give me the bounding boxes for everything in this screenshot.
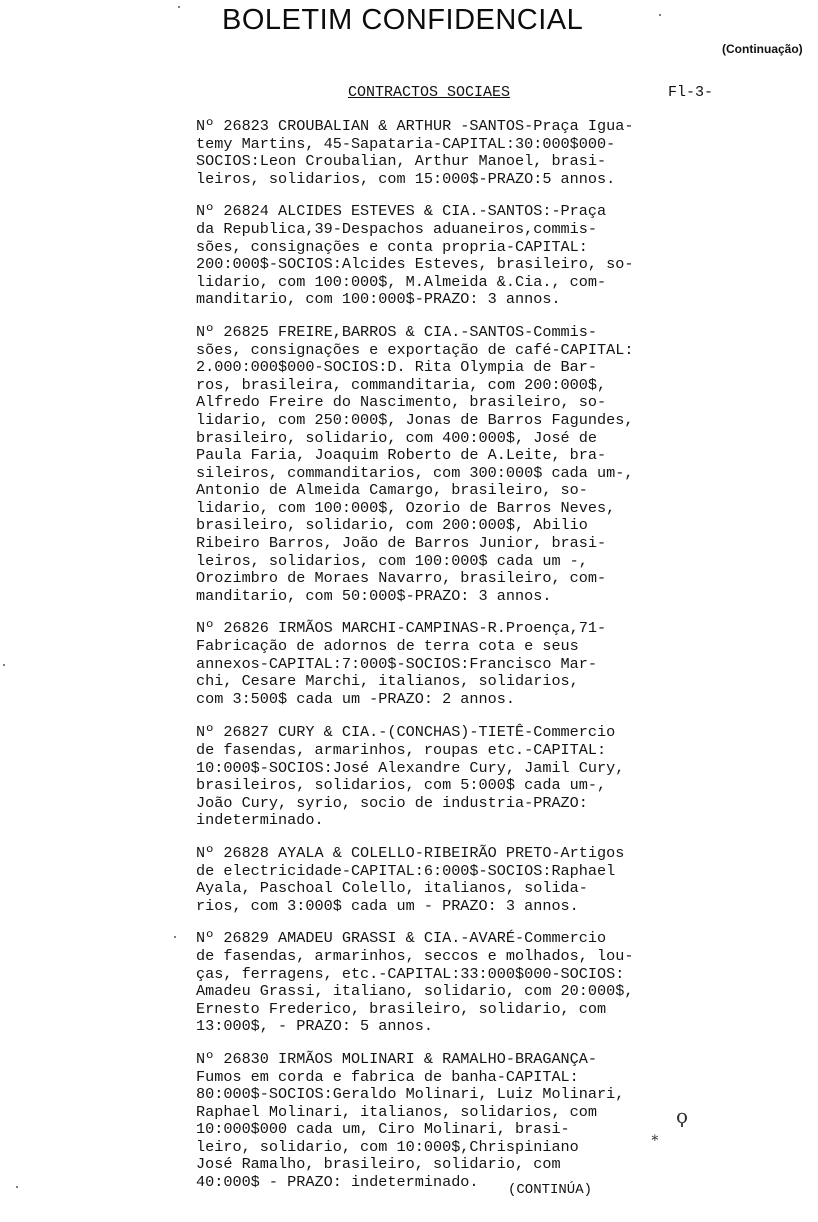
entry-text-line: indeterminado. — [196, 811, 324, 830]
continues-note: (CONTINÚA) — [508, 1182, 593, 1198]
contract-entry — [196, 845, 696, 915]
contract-entry — [196, 1051, 696, 1192]
scan-speck — [16, 1186, 18, 1188]
bulletin-title: BOLETIM CONFIDENCIAL — [222, 4, 584, 36]
entry-text-line: Fumos em corda e fabrica de banha-CAPITAL: — [196, 1067, 579, 1086]
entry-text-line: lidario, com 100:000$, M.Almeida &.Cia., com- — [196, 272, 607, 291]
entry-text-line: temy Martins, 45-Sapataria-CAPITAL:30:000$000- — [196, 134, 616, 153]
entry-text-line: Nº 26824 ALCIDES ESTEVES & CIA.-SANTOS:-Praça — [196, 202, 607, 221]
entry-text-line: brasileiro, solidario, com 400:000$, José de — [196, 428, 598, 447]
entry-text-line: Nº 26829 AMADEU GRASSI & CIA.-AVARÉ-Commercio — [196, 929, 607, 948]
entry-text-line: Antonio de Almeida Camargo, brasileiro, so- — [196, 481, 588, 500]
entry-text-line: lidario, com 100:000$, Ozorio de Barros Neves, — [196, 498, 616, 517]
entry-text-line: Nº 26828 AYALA & COLELLO-RIBEIRÃO PRETO-Artigos — [196, 843, 625, 862]
entry-text-line: da Republica,39-Despachos aduaneiros,commis- — [196, 219, 598, 238]
contract-entry — [196, 324, 696, 606]
entry-text-line: de fasendas, armarinhos, seccos e molhados, lou- — [196, 946, 634, 965]
entry-text-line: Paula Faria, Joaquim Roberto de A.Leite, bra- — [196, 446, 607, 465]
entry-text-line: José Ramalho, brasileiro, solidario, com — [196, 1155, 561, 1174]
entry-text-line: Ernesto Frederico, brasileiro, solidario, com — [196, 999, 607, 1018]
entry-text-line: sileiros, commanditarios, com 300:000$ cada um-, — [196, 463, 634, 482]
entry-text-line: annexos-CAPITAL:7:000$-SOCIOS:Francisco Mar- — [196, 654, 598, 673]
scan-speck — [178, 6, 180, 8]
entry-text-line: leiro, solidario, com 10:000$,Chrispiniano — [196, 1137, 579, 1156]
contract-entry — [196, 620, 696, 708]
entry-text-line: leiros, solidarios, com 15:000$-PRAZO:5 annos. — [196, 169, 616, 188]
contract-entries-list — [196, 118, 696, 1207]
entry-text-line: ças, ferragens, etc.-CAPITAL:33:000$000-SOCIOS: — [196, 964, 625, 983]
entry-text-line: com 3:500$ cada um -PRAZO: 2 annos. — [196, 689, 515, 708]
contract-entry — [196, 203, 696, 309]
entry-text-line: brasileiros, solidarios, com 5:000$ cada um-, — [196, 776, 607, 795]
entry-text-line: SOCIOS:Leon Croubalian, Arthur Manoel, brasi- — [196, 152, 607, 171]
entry-text-line: manditario, com 100:000$-PRAZO: 3 annos. — [196, 290, 561, 309]
entry-text-line: brasileiro, solidario, com 200:000$, Abilio — [196, 516, 588, 535]
continuation-note: (Continuação) — [722, 42, 803, 56]
entry-text-line: 13:000$, - PRAZO: 5 annos. — [196, 1017, 433, 1036]
scan-speck — [659, 14, 661, 16]
contract-entry — [196, 930, 696, 1036]
entry-text-line: Nº 26823 CROUBALIAN & ARTHUR -SANTOS-Praça Igua- — [196, 117, 634, 135]
section-title: CONTRACTOS SOCIAES — [348, 84, 511, 101]
folio-number: Fl-3- — [668, 84, 714, 101]
entry-text-line: 10:000$000 cada um, Ciro Molinari, brasi- — [196, 1120, 570, 1139]
entry-text-line: chi, Cesare Marchi, italianos, solidarios, — [196, 672, 579, 691]
entry-text-line: Fabricação de adornos de terra cota e seus — [196, 637, 579, 656]
entry-text-line: Ayala, Paschoal Colello, italianos, solida- — [196, 879, 588, 898]
entry-text-line: rios, com 3:000$ cada um - PRAZO: 3 annos. — [196, 896, 579, 915]
entry-text-line: Nº 26830 IRMÃOS MOLINARI & RAMALHO-BRAGANÇA- — [196, 1049, 598, 1068]
margin-mark-icon: ∗ — [650, 1130, 660, 1146]
entry-text-line: de electricidade-CAPITAL:6:000$-SOCIOS:Raphael — [196, 861, 616, 880]
entry-text-line: ros, brasileira, commanditaria, com 200:000$, — [196, 375, 607, 394]
entry-text-line: 40:000$ - PRAZO: indeterminado. — [196, 1173, 479, 1192]
entry-text-line: Nº 26825 FREIRE,BARROS & CIA.-SANTOS-Commis- — [196, 322, 598, 341]
scan-speck — [3, 664, 5, 666]
entry-text-line: manditario, com 50:000$-PRAZO: 3 annos. — [196, 586, 552, 605]
entry-text-line: Raphael Molinari, italianos, solidarios, com — [196, 1102, 598, 1121]
entry-text-line: Orozimbro de Moraes Navarro, brasileiro, com- — [196, 569, 607, 588]
entry-text-line: 10:000$-SOCIOS:José Alexandre Cury, Jamil Cury, — [196, 758, 625, 777]
entry-text-line: de fasendas, armarinhos, roupas etc.-CAPITAL: — [196, 741, 607, 759]
entry-text-line: 2.000:000$000-SOCIOS:D. Rita Olympia de Bar- — [196, 358, 598, 377]
entry-text-line: sões, consignações e conta propria-CAPITAL: — [196, 237, 588, 256]
entry-text-line: 80:000$-SOCIOS:Geraldo Molinari, Luiz Molinari, — [196, 1085, 625, 1104]
margin-mark-icon: ϙ — [676, 1104, 689, 1128]
contract-entry — [196, 724, 696, 830]
entry-text-line: Alfredo Freire do Nascimento, brasileiro, so- — [196, 393, 607, 412]
contract-entry — [196, 118, 696, 188]
entry-text-line: lidario, com 250:000$, Jonas de Barros Fagundes, — [196, 410, 634, 429]
entry-text-line: João Cury, syrio, socio de industria-PRAZO: — [196, 793, 588, 812]
entry-text-line: sões, consignações e exportação de café-CAPITAL: — [196, 340, 634, 359]
entry-text-line: leiros, solidarios, com 100:000$ cada um -, — [196, 551, 588, 570]
entry-text-line: Nº 26827 CURY & CIA.-(CONCHAS)-TIETÊ-Commercio — [196, 723, 616, 742]
entry-text-line: Nº 26826 IRMÃOS MARCHI-CAMPINAS-R.Proença,71- — [196, 619, 607, 638]
entry-text-line: Ribeiro Barros, João de Barros Junior, brasi- — [196, 534, 607, 553]
entry-text-line: 200:000$-SOCIOS:Alcides Esteves, brasileiro, so- — [196, 255, 634, 274]
entry-text-line: Amadeu Grassi, italiano, solidario, com 20:000$, — [196, 982, 634, 1001]
scan-speck — [174, 936, 176, 938]
